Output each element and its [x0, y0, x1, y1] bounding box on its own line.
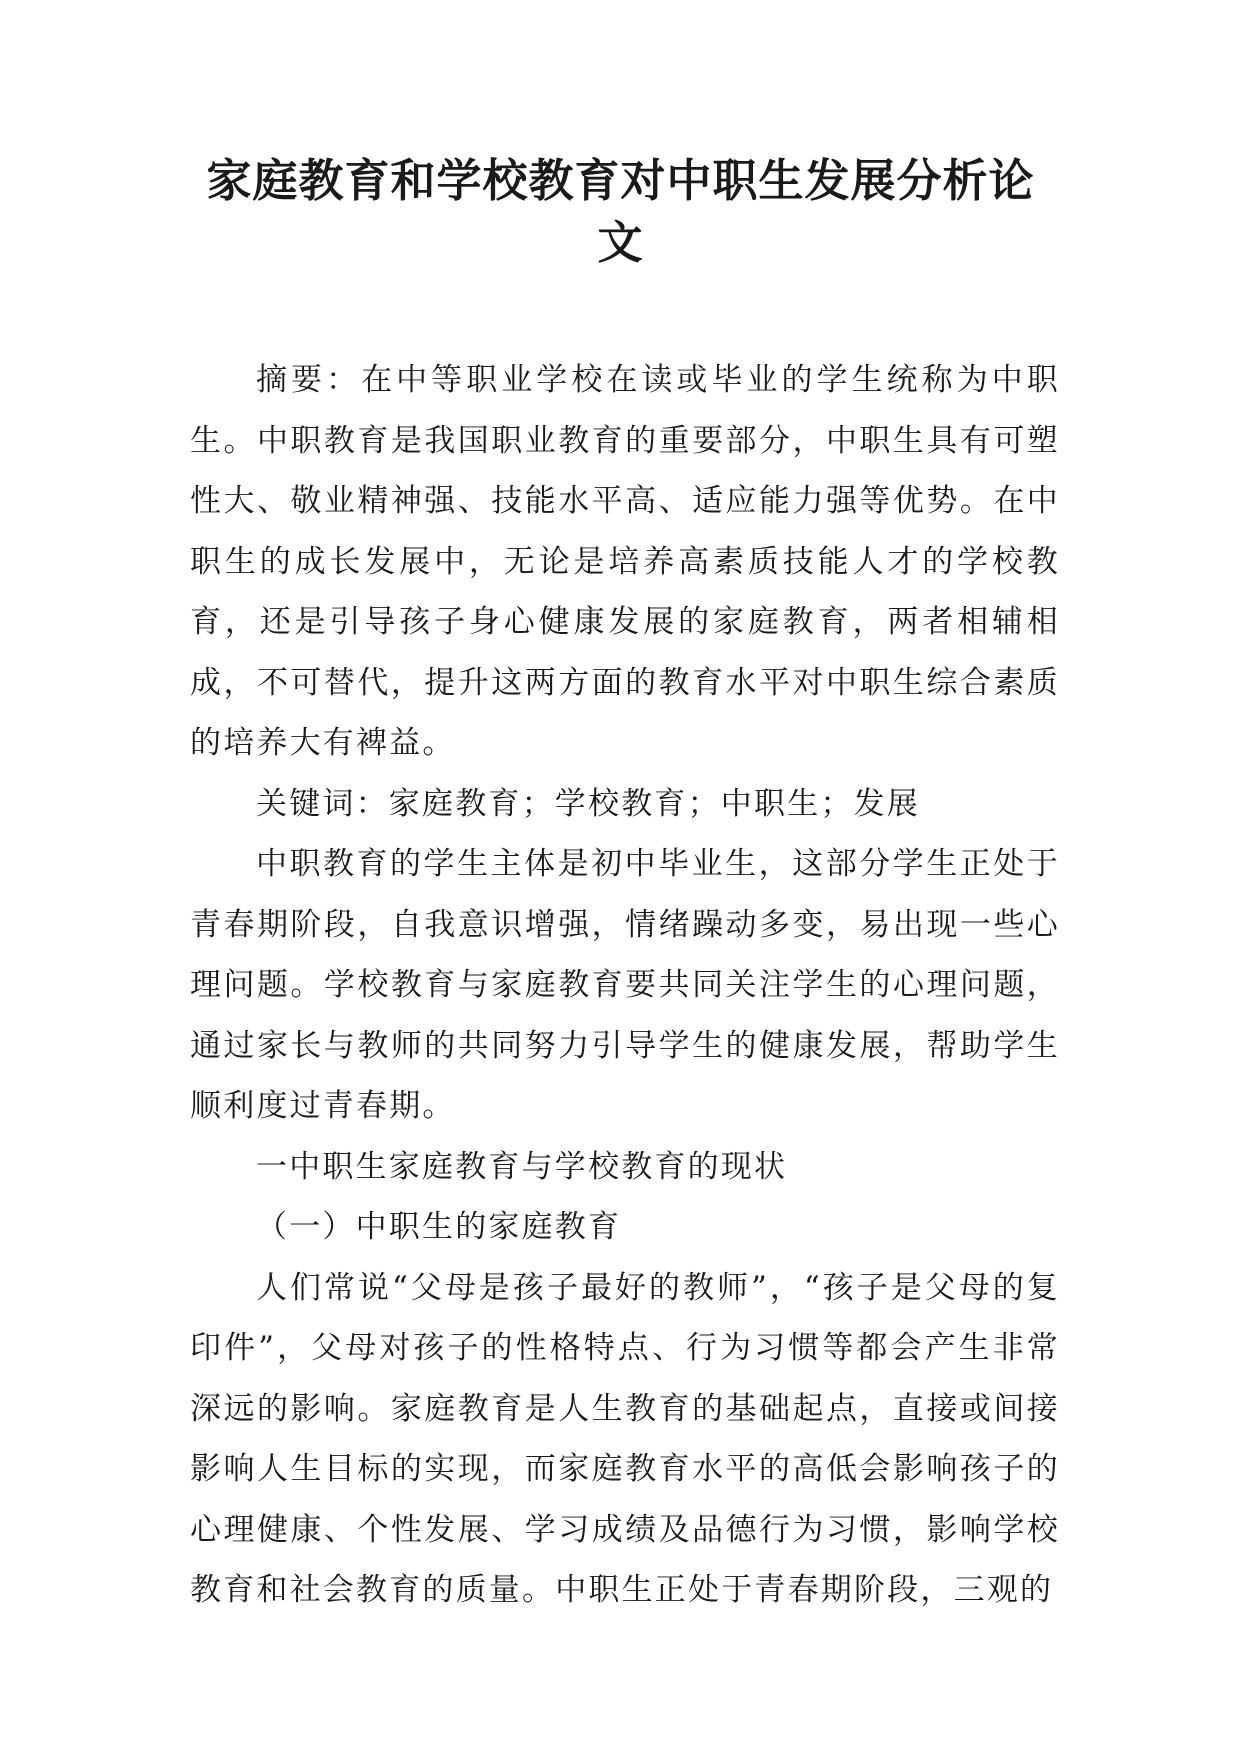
document-body [190, 350, 1060, 1621]
section-heading: 一中职生家庭教育与学校教育的现状 [256, 1148, 788, 1185]
intro-paragraph: 中职教育的学生主体是初中毕业生，这部分学生正处于青春期阶段，自我意识增强，情绪躁动多变，易出现一些心理问题。学校教育与家庭教育要共同关注学生的心理问题，通过家长与教师的共同努力引导学生的健康发展，帮助学生顺利度过青春期。 [190, 846, 1060, 1124]
document-title [150, 150, 1091, 274]
title-line-2: 文 [597, 216, 644, 269]
family-education-paragraph: 人们常说“父母是孩子最好的教师”，“孩子是父母的复印件”，父母对孩子的性格特点、行为习惯等都会产生非常深远的影响。家庭教育是人生教育的基础起点，直接或间接影响人生目标的实现，而家庭教育水平的高低会影响孩子的心理健康、个性发展、学习成绩及品德行为习惯，影响学校教育和社会教育的质量。中职生正处于青春期阶段，三观的 [190, 1269, 1060, 1608]
abstract-paragraph: 摘要：在中等职业学校在读或毕业的学生统称为中职生。中职教育是我国职业教育的重要部分，中职生具有可塑性大、敬业精神强、技能水平高、适应能力强等优势。在中职生的成长发展中，无论是培养高素质技能人才的学校教育，还是引导孩子身心健康发展的家庭教育，两者相辅相成，不可替代，提升这两方面的教育水平对中职生综合素质的培养大有裨益。 [190, 362, 1060, 761]
keywords-line: 关键词：家庭教育；学校教育；中职生；发展 [256, 785, 920, 822]
subsection-heading: （一）中职生的家庭教育 [256, 1209, 622, 1245]
title-line-1: 家庭教育和学校教育对中职生发展分析论 [206, 154, 1035, 207]
